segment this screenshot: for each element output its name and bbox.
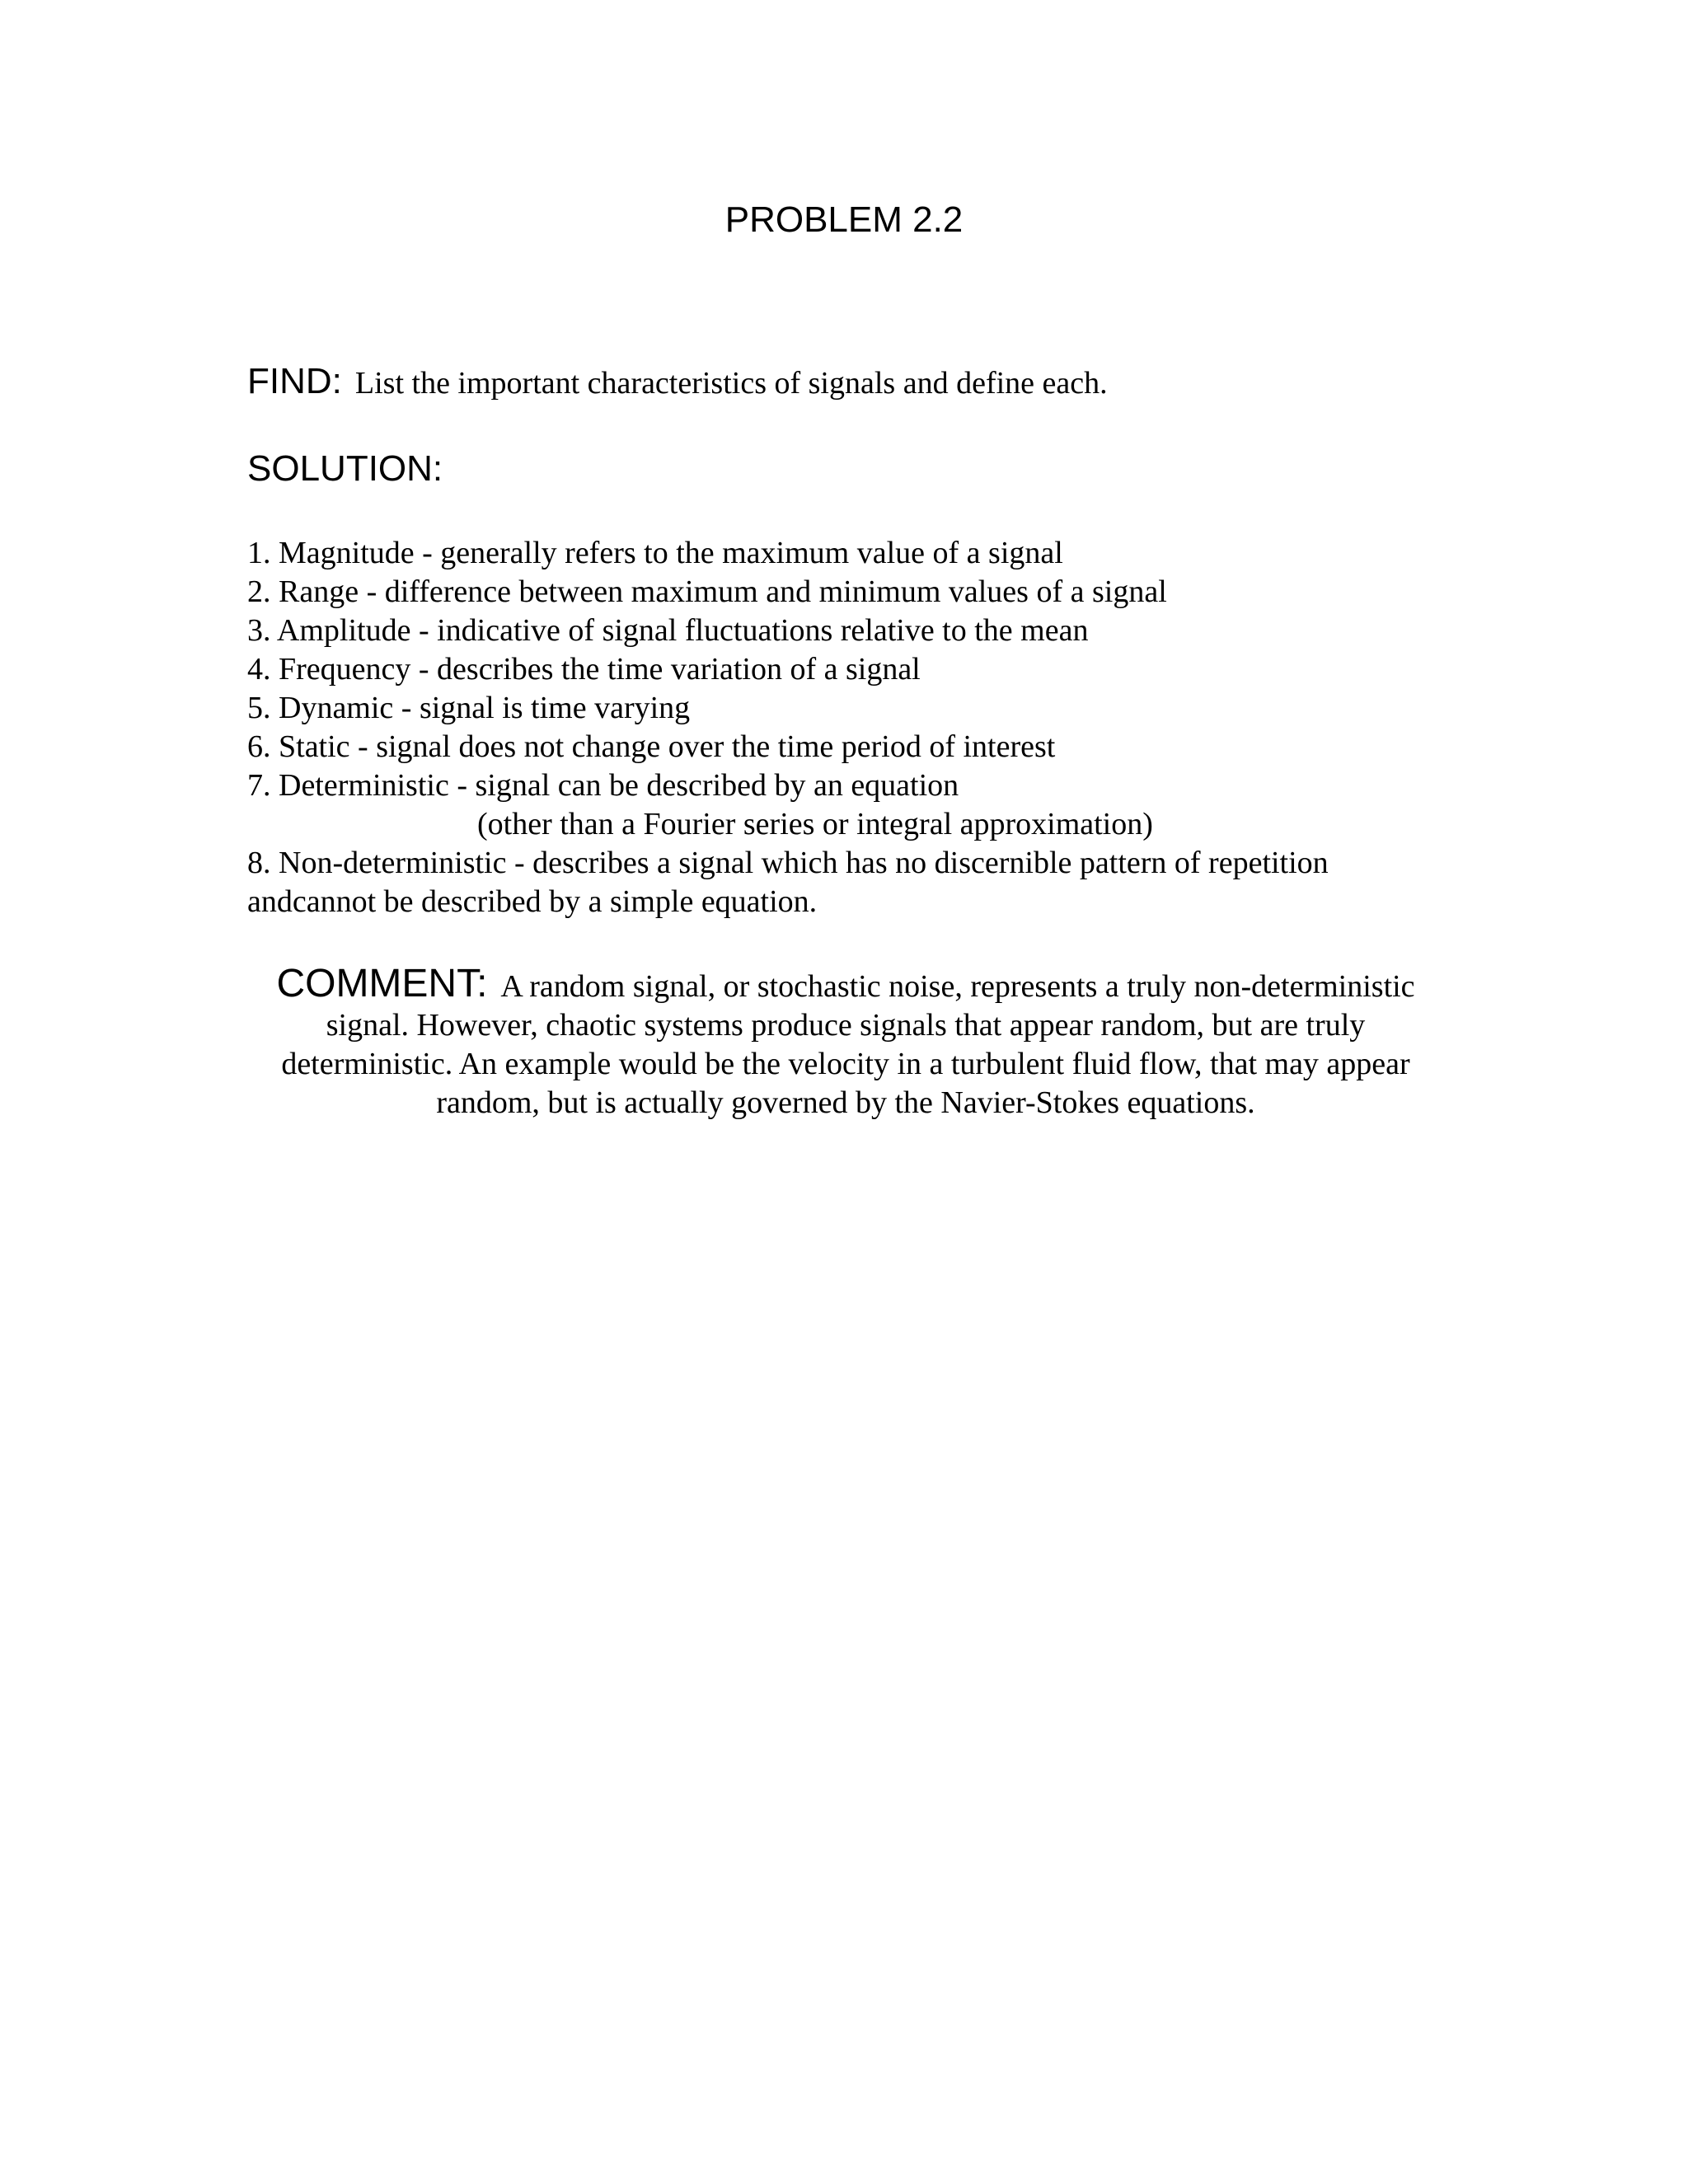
find-section bbox=[247, 358, 1451, 405]
comment-text: A random signal, or stochastic noise, represents a truly non-deterministic signal. However, chaotic systems produce signals that appear random, but are truly deterministic. An example would be the velocity in a turbulent fluid flow, that may appear random, but is actually governed by the Navier-Stokes equations. bbox=[281, 969, 1415, 1120]
list-item: 1. Magnitude - generally refers to the maximum value of a signal bbox=[247, 536, 1063, 570]
list-item: 4. Frequency - describes the time variation of a signal bbox=[247, 652, 921, 687]
list-item: 6. Static - signal does not change over the time period of interest bbox=[247, 729, 1056, 764]
list-item-continuation: (other than a Fourier series or integral approximation) bbox=[477, 807, 1153, 841]
comment-section bbox=[244, 964, 1447, 1122]
list-item: 5. Dynamic - signal is time varying bbox=[247, 691, 691, 725]
list-item: 7. Deterministic - signal can be described by an equation bbox=[247, 768, 959, 803]
list-item: 3. Amplitude - indicative of signal fluctuations relative to the mean bbox=[247, 613, 1089, 648]
find-text: List the important characteristics of signals and define each. bbox=[354, 366, 1108, 401]
page-title: PROBLEM 2.2 bbox=[724, 199, 964, 240]
comment-label: COMMENT: bbox=[276, 962, 488, 1005]
solution-label: SOLUTION: bbox=[247, 448, 443, 489]
solution-list bbox=[247, 534, 1451, 921]
list-item: 8. Non-deterministic - describes a signal which has no discernible pattern of repetition andcannot be described by a simple equation. bbox=[247, 846, 1329, 919]
list-item: 2. Range - difference between maximum and minimum values of a signal bbox=[247, 574, 1167, 609]
find-label: FIND: bbox=[247, 361, 342, 401]
